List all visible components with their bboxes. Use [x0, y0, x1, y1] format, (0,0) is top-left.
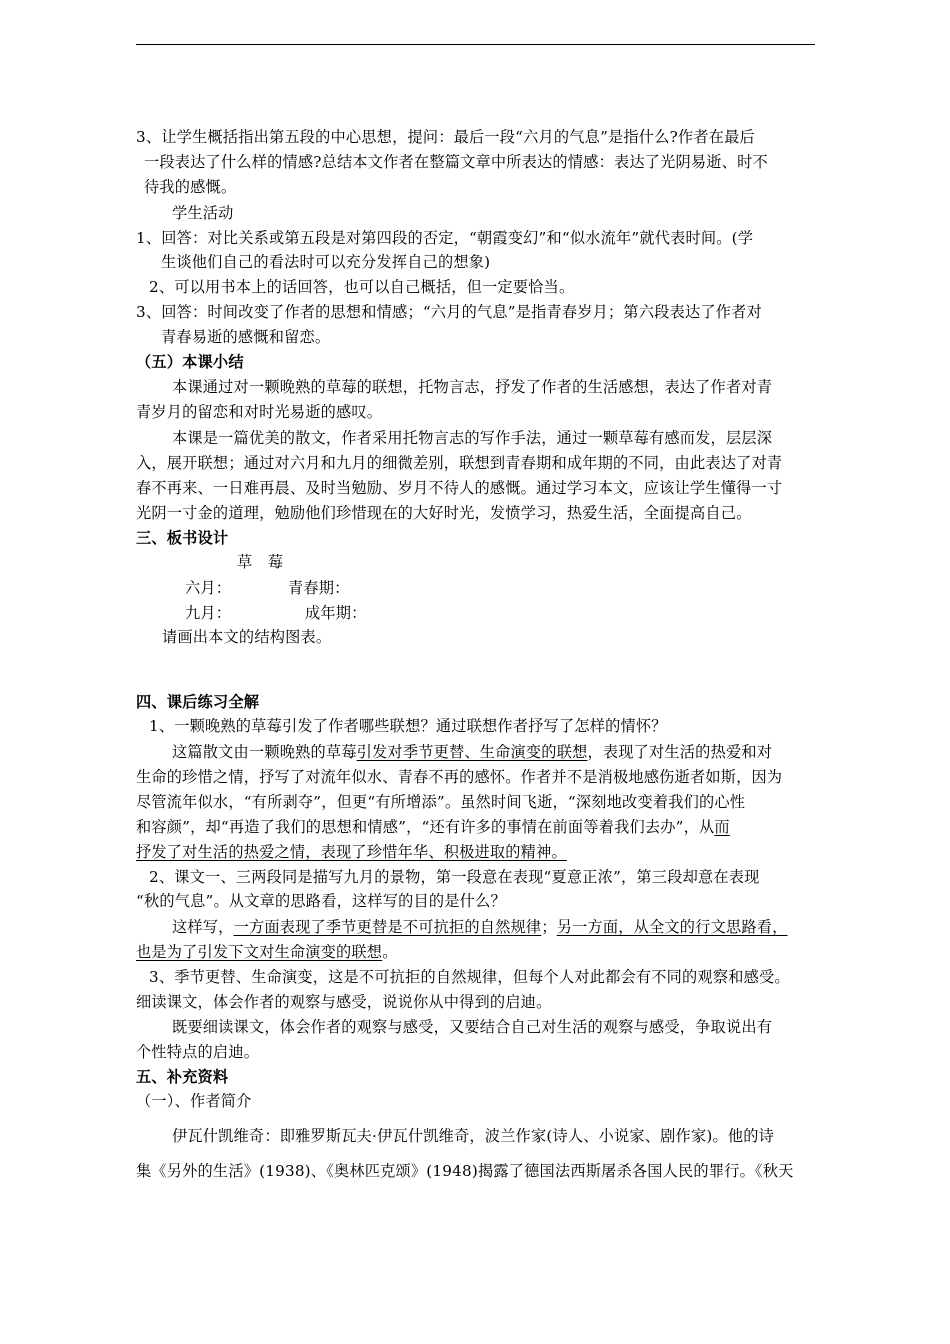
underlined-text: 而 — [714, 818, 730, 836]
section-heading: 三、板书设计 — [136, 529, 229, 547]
question-line: 2、课文一、三两段同是描写九月的景物，第一段意在表现“夏意正浓”，第三段却意在表现 — [149, 868, 760, 886]
answer-line: 尽管流年似水，“有所剥夺”，但更“有所增添”。虽然时间飞逝，“深刻地改变着我们的心性 — [136, 793, 746, 811]
answer-line: 既要细读课文，体会作者的观察与感受，又要结合自己对生活的观察与感受，争取说出有 — [172, 1018, 773, 1036]
underlined-text: 另一方面，从全文的行文思路看， — [556, 918, 788, 936]
answer-line: 生命的珍惜之情，抒写了对流年似水、青春不再的感怀。作者并不是消极地感伤逝者如斯，因为 — [136, 768, 783, 786]
board-title: 草 莓 — [237, 553, 284, 571]
text-line: 光阴一寸金的道理，勉励他们珍惜现在的大好时光，发愤学习，热爱生活，全面提高自己。 — [136, 504, 752, 522]
underlined-text: 抒发了对生活的热爱之情，表现了珍惜年华、积极进取的精神。 — [136, 843, 567, 861]
section-heading: 四、课后练习全解 — [136, 693, 260, 711]
question-line: 1、一颗晚熟的草莓引发了作者哪些联想？通过联想作者抒写了怎样的情怀？ — [149, 717, 667, 735]
answer-line — [172, 917, 788, 937]
answer-line — [172, 742, 772, 762]
board-label: 青春期： — [288, 579, 350, 597]
text-line: 2、可以用书本上的话回答，也可以自己概括，但一定要恰当。 — [149, 278, 575, 296]
answer-line — [136, 817, 730, 837]
text-span: ； — [541, 918, 557, 936]
text-line: 青春易逝的感慨和留恋。 — [161, 328, 331, 346]
text-line: 1、回答：对比关系或第五段是对第四段的否定，“朝霞变幻”和“似水流年”就代表时间。(学 — [136, 229, 754, 247]
underlined-text: 也是为了引发下文对生命演变的联想 — [136, 943, 383, 961]
text-span: 和容颜”，却“再造了我们的思想和情感”，“还有许多的事情在前面等着我们去办”，从 — [136, 818, 715, 836]
text-line: 本课是一篇优美的散文，作者采用托物言志的写作手法，通过一颗草莓有感而发，层层深 — [172, 429, 773, 447]
text-line: 一段表达了什么样的情感?总结本文作者在整篇文章中所表达的情感：表达了光阴易逝、时不 — [144, 153, 768, 171]
subsection-heading: （一）、作者简介 — [136, 1092, 252, 1110]
question-line: 3、季节更替、生命演变，这是不可抗拒的自然规律，但每个人对此都会有不同的观察和感受。 — [149, 968, 790, 986]
text-line: 本课通过对一颗晚熟的草莓的联想，托物言志，抒发了作者的生活感想，表达了作者对青 — [172, 378, 773, 396]
text-line: 集《另外的生活》(1938)、《奥林匹克颂》(1948)揭露了德国法西斯屠杀各国人民的罪行。《秋天 — [136, 1162, 794, 1180]
board-label: 六月： — [185, 579, 232, 597]
text-line: 3、让学生概括指出第五段的中心思想，提问：最后一段“六月的气息”是指什么?作者在最后 — [136, 128, 755, 146]
text-line: 青岁月的留恋和对时光易逝的感叹。 — [136, 403, 383, 421]
underlined-text: 引发对季节更替、生命演变的联想 — [356, 743, 588, 761]
text-line: 春不再来、一日难再晨、及时当勉励、岁月不待人的感慨。通过学习本文，应该让学生懂得一寸 — [136, 479, 783, 497]
answer-line — [136, 942, 398, 962]
text-span: 这篇散文由一颗晚熟的草莓 — [172, 743, 357, 761]
underlined-text: 一方面表现了季节更替是不可抗拒的自然规律 — [233, 918, 542, 936]
text-line: 3、回答：时间改变了作者的思想和情感；“六月的气息”是指青春岁月；第六段表达了作者对 — [136, 303, 762, 321]
header-rule — [136, 44, 815, 45]
board-label: 九月： — [185, 604, 232, 622]
text-line: 生谈他们自己的看法时可以充分发挥自己的想象) — [161, 253, 491, 271]
text-line: 入，展开联想；通过对六月和九月的细微差别，联想到青春期和成年期的不同，由此表达了对青 — [136, 454, 783, 472]
text-span: 这样写， — [172, 918, 234, 936]
section-heading: （五）本课小结 — [136, 353, 244, 371]
text-span: 。 — [382, 943, 398, 961]
answer-line: 个性特点的启迪。 — [136, 1043, 260, 1061]
text-line: 伊瓦什凯维奇：即雅罗斯瓦夫·伊瓦什凯维奇，波兰作家(诗人、小说家、剧作家)。他的诗 — [172, 1127, 775, 1145]
text-line: 待我的感慨。 — [144, 178, 237, 196]
section-heading: 五、补充资料 — [136, 1068, 229, 1086]
question-line: 细读课文，体会作者的观察与感受，说说你从中得到的启迪。 — [136, 993, 552, 1011]
board-label: 成年期： — [305, 604, 367, 622]
text-line: 学生活动 — [172, 204, 234, 222]
text-span: ，表现了对生活的热爱和对 — [587, 743, 773, 761]
question-line: “秋的气息”。从文章的思路看，这样写的目的是什么？ — [136, 892, 506, 910]
text-line: 请画出本文的结构图表。 — [162, 628, 332, 646]
